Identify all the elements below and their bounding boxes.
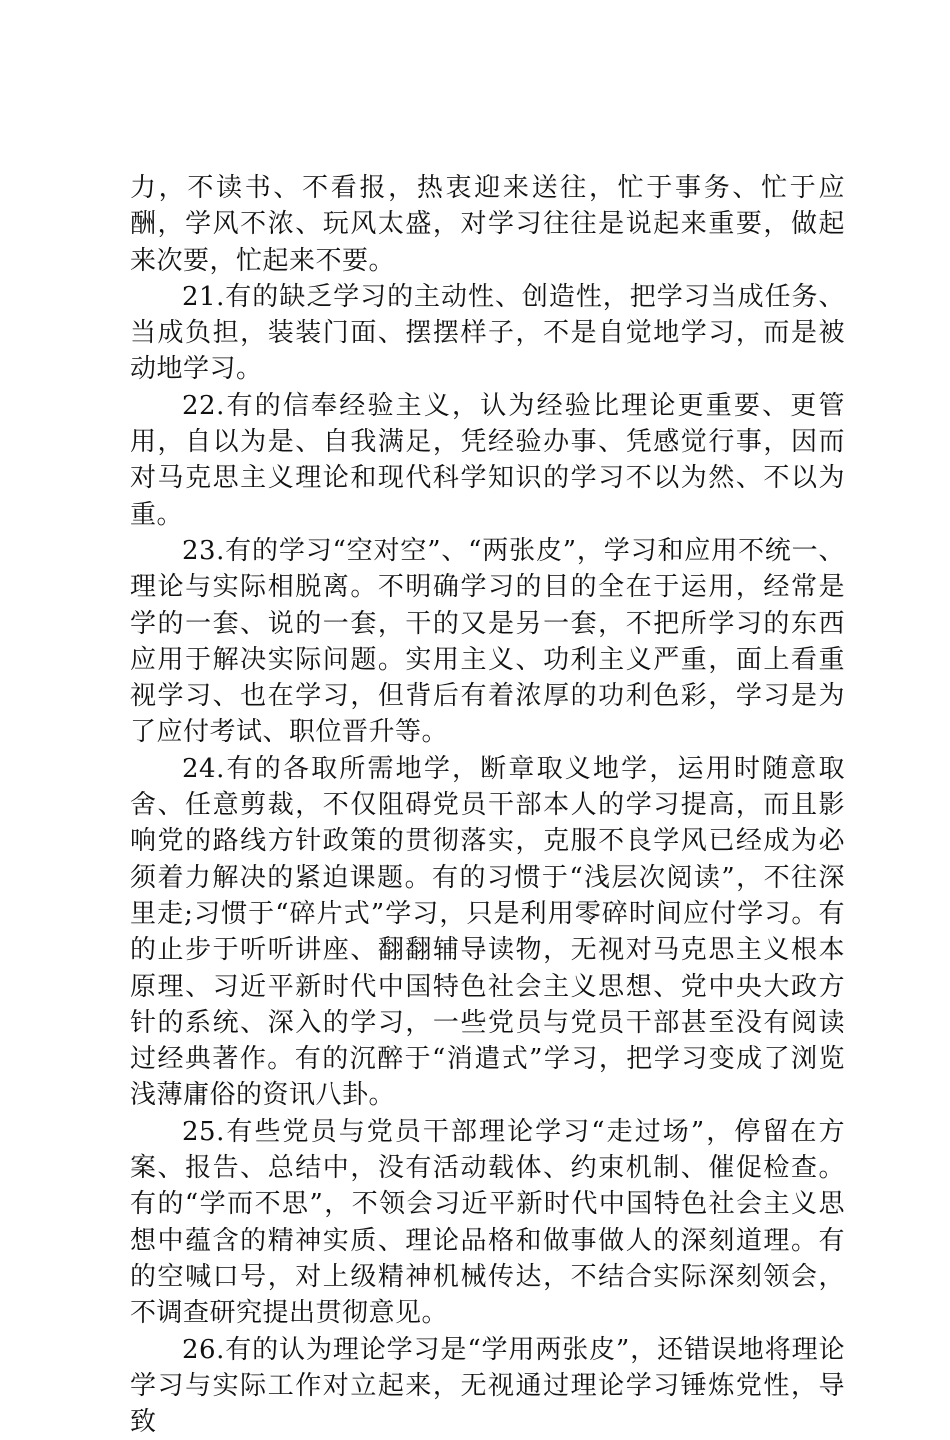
paragraph-continuation: 力，不读书、不看报，热衷迎来送往，忙于事务、忙于应酬，学风不浓、玩风太盛，对学习往往是说起来重要，做起来次要，忙起来不要。 (130, 170, 845, 279)
paragraph-21: 21.有的缺乏学习的主动性、创造性，把学习当成任务、当成负担，装装门面、摆摆样子，不是自觉地学习，而是被动地学习。 (130, 279, 845, 388)
document-body (130, 170, 845, 1440)
paragraph-24: 24.有的各取所需地学，断章取义地学，运用时随意取舍、任意剪裁，不仅阻碍党员干部本人的学习提高，而且影响党的路线方针政策的贯彻落实，克服不良学风已经成为必须着力解决的紧迫课题。有的习惯于“浅层次阅读”，不往深里走;习惯于“碎片式”学习，只是利用零碎时间应付学习。有的止步于听听讲座、翻翻辅导读物，无视对马克思主义根本原理、习近平新时代中国特色社会主义思想、党中央大政方针的系统、深入的学习，一些党员与党员干部甚至没有阅读过经典著作。有的沉醉于“消遣式”学习，把学习变成了浏览浅薄庸俗的资讯八卦。 (130, 751, 845, 1114)
paragraph-26: 26.有的认为理论学习是“学用两张皮”，还错误地将理论学习与实际工作对立起来，无视通过理论学习锤炼党性，导致 (130, 1332, 845, 1440)
paragraph-22: 22.有的信奉经验主义，认为经验比理论更重要、更管用，自以为是、自我满足，凭经验办事、凭感觉行事，因而对马克思主义理论和现代科学知识的学习不以为然、不以为重。 (130, 388, 845, 533)
paragraph-25: 25.有些党员与党员干部理论学习“走过场”，停留在方案、报告、总结中，没有活动载体、约束机制、催促检查。有的“学而不思”，不领会习近平新时代中国特色社会主义思想中蕴含的精神实质、理论品格和做事做人的深刻道理。有的空喊口号，对上级精神机械传达，不结合实际深刻领会，不调查研究提出贯彻意见。 (130, 1114, 845, 1332)
paragraph-23: 23.有的学习“空对空”、“两张皮”，学习和应用不统一、理论与实际相脱离。不明确学习的目的全在于运用，经常是学的一套、说的一套，干的又是另一套，不把所学习的东西应用于解决实际问题。实用主义、功利主义严重，面上看重视学习、也在学习，但背后有着浓厚的功利色彩，学习是为了应付考试、职位晋升等。 (130, 533, 845, 751)
